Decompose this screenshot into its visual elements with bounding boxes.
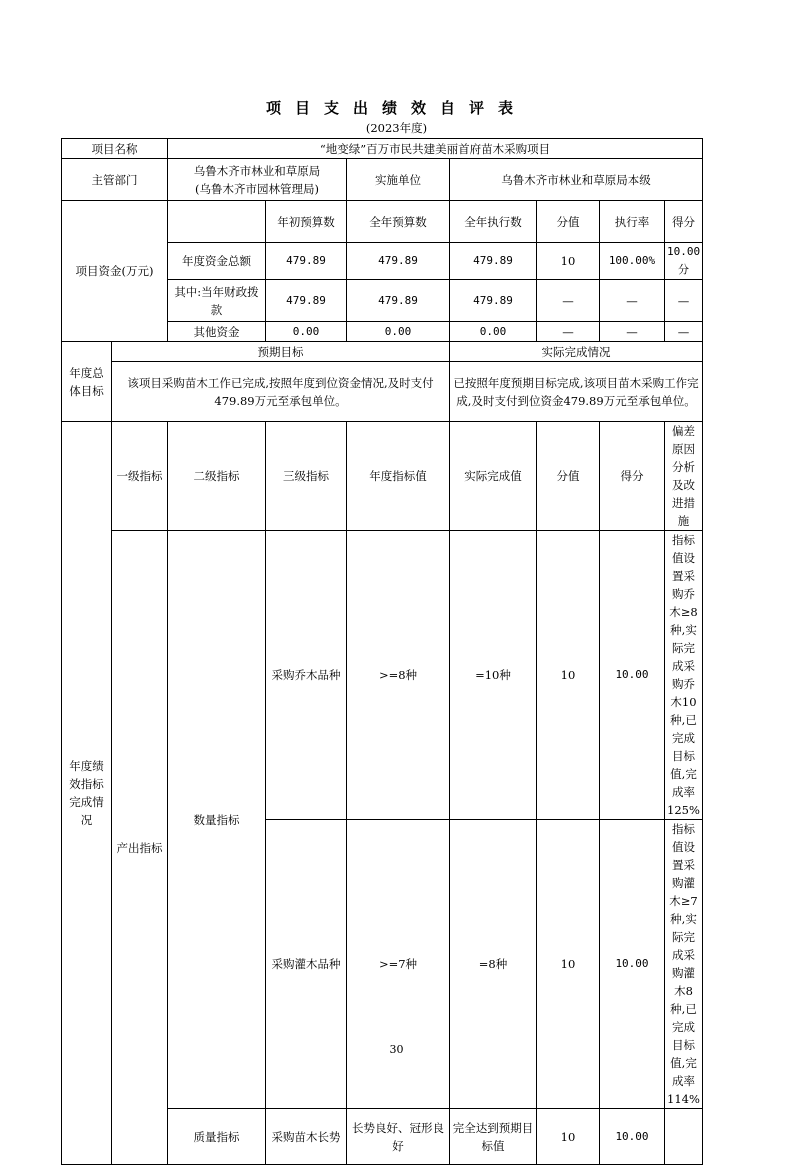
- score-value: 10: [537, 531, 600, 820]
- funds-corner: [168, 201, 266, 243]
- funds-header: 全年预算数: [347, 201, 450, 243]
- actual-value: =8种: [450, 820, 537, 1109]
- level2-quantity: 数量指标: [168, 531, 266, 1109]
- funds-cell: 0.00: [450, 322, 537, 342]
- indicator-header: 一级指标: [112, 422, 168, 531]
- funds-cell: —: [600, 322, 665, 342]
- actual-goal-text: 已按照年度预期目标完成,该项目苗木采购工作完成,及时支付到位资金479.89万元至承包单位。: [450, 362, 703, 422]
- funds-cell: 479.89: [450, 243, 537, 280]
- indicator-section-label: 年度绩效指标完成情况: [62, 422, 112, 1165]
- score: 10.00: [600, 820, 665, 1109]
- level1-output: 产出指标: [112, 531, 168, 1165]
- project-name-label: 项目名称: [62, 139, 168, 159]
- funds-cell: 479.89: [347, 280, 450, 322]
- level3-indicator: 采购灌木品种: [266, 820, 347, 1109]
- funds-row-label: 年度资金总额: [168, 243, 266, 280]
- page-title: 项目支出绩效自评表: [265, 99, 527, 117]
- funds-cell: 0.00: [347, 322, 450, 342]
- funds-cell: —: [600, 280, 665, 322]
- actual-value: 完全达到预期目标值: [450, 1109, 537, 1165]
- indicator-header: 分值: [537, 422, 600, 531]
- funds-row-label: 其中:当年财政拨款: [168, 280, 266, 322]
- level2-quality: 质量指标: [168, 1109, 266, 1165]
- deviation-note: [665, 1109, 703, 1165]
- funds-header: 分值: [537, 201, 600, 243]
- deviation-note: 指标值设置采购乔木≥8种,实际完成采购乔木10种,已完成目标值,完成率125%: [665, 531, 703, 820]
- funds-cell: 479.89: [347, 243, 450, 280]
- dept-line2: (乌鲁木齐市园林管理局): [195, 181, 319, 196]
- indicator-header: 年度指标值: [347, 422, 450, 531]
- funds-cell: 479.89: [450, 280, 537, 322]
- funds-header: 执行率: [600, 201, 665, 243]
- target-value: 长势良好、冠形良好: [347, 1109, 450, 1165]
- impl-unit: 乌鲁木齐市林业和草原局本级: [450, 159, 703, 201]
- funds-cell: 0.00: [266, 322, 347, 342]
- dept-value: [168, 159, 347, 201]
- funds-cell: —: [665, 322, 703, 342]
- self-evaluation-table: [61, 138, 703, 1165]
- score: 10.00: [600, 531, 665, 820]
- funds-header: 得分: [665, 201, 703, 243]
- dept-line1: 乌鲁木齐市林业和草原局: [193, 163, 321, 178]
- score: 10.00: [600, 1109, 665, 1165]
- funds-header: 全年执行数: [450, 201, 537, 243]
- score-value: 10: [537, 820, 600, 1109]
- page-number: 30: [389, 1043, 404, 1056]
- funds-row-label: 其他资金: [168, 322, 266, 342]
- funds-label: 项目资金(万元): [62, 201, 168, 342]
- actual-goal-label: 实际完成情况: [450, 342, 703, 362]
- funds-cell: —: [665, 280, 703, 322]
- target-value: >=7种: [347, 820, 450, 1109]
- funds-cell: 479.89: [266, 280, 347, 322]
- funds-cell: —: [537, 280, 600, 322]
- project-name: “地变绿”百万市民共建美丽首府苗木采购项目: [168, 139, 703, 159]
- indicator-header: 三级指标: [266, 422, 347, 531]
- dept-label: 主管部门: [62, 159, 168, 201]
- indicator-header: 实际完成值: [450, 422, 537, 531]
- funds-cell: 10.00分: [665, 243, 703, 280]
- score-value: 10: [537, 1109, 600, 1165]
- goal-label: 年度总体目标: [62, 342, 112, 422]
- funds-cell: 100.00%: [600, 243, 665, 280]
- expected-goal-label: 预期目标: [112, 342, 450, 362]
- expected-goal-text: 该项目采购苗木工作已完成,按照年度到位资金情况,及时支付479.89万元至承包单位。: [112, 362, 450, 422]
- level3-indicator: 采购苗木长势: [266, 1109, 347, 1165]
- actual-value: =10种: [450, 531, 537, 820]
- impl-label: 实施单位: [347, 159, 450, 201]
- year-subtitle: (2023年度): [365, 121, 428, 135]
- funds-header: 年初预算数: [266, 201, 347, 243]
- level3-indicator: 采购乔木品种: [266, 531, 347, 820]
- indicator-header: 二级指标: [168, 422, 266, 531]
- funds-cell: 10: [537, 243, 600, 280]
- funds-cell: —: [537, 322, 600, 342]
- indicator-header: 得分: [600, 422, 665, 531]
- indicator-header: 偏差原因分析及改进措施: [665, 422, 703, 531]
- deviation-note: 指标值设置采购灌木≥7种,实际完成采购灌木8种,已完成目标值,完成率114%: [665, 820, 703, 1109]
- target-value: >=8种: [347, 531, 450, 820]
- funds-cell: 479.89: [266, 243, 347, 280]
